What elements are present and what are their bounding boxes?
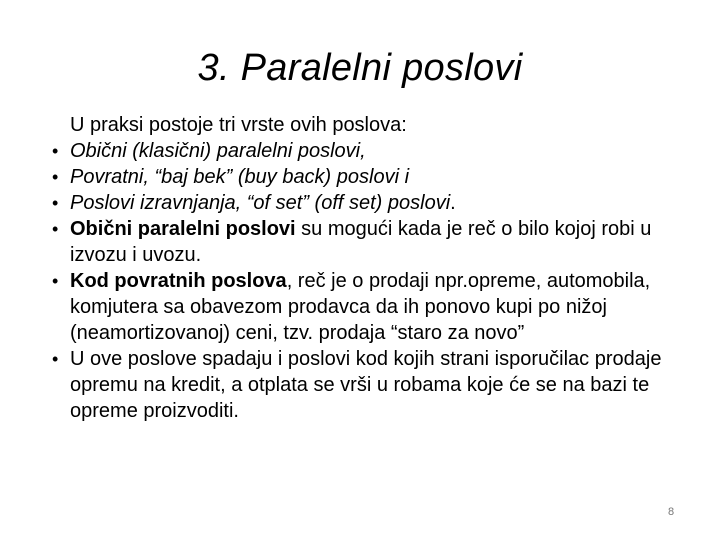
bullet-item-text: U ove poslove spadaju i poslovi kod kojih strani isporučilac prodaje opremu na kredit, a otplata se vrši u robama koje će se na bazi te opreme proizvoditi. bbox=[70, 348, 662, 422]
bullet-icon: • bbox=[52, 141, 59, 161]
bullet-item-2 bbox=[52, 164, 688, 190]
bullet-icon: • bbox=[52, 349, 59, 369]
bullet-item-text: Obični (klasični) paralelni poslovi, bbox=[70, 140, 366, 162]
bullet-item-4 bbox=[52, 216, 688, 268]
slide-content bbox=[52, 112, 688, 424]
bullet-item-text: Povratni, “baj bek” (buy back) poslovi i bbox=[70, 166, 410, 188]
bullet-icon: • bbox=[52, 271, 59, 291]
intro-text: U praksi postoje tri vrste ovih poslova: bbox=[70, 114, 407, 136]
bullet-item-text: Poslovi izravnjanja, “of set” (off set) poslovi bbox=[70, 192, 451, 214]
bullet-icon: • bbox=[52, 219, 59, 239]
bullet-item-1 bbox=[52, 138, 688, 164]
bullet-icon: • bbox=[52, 167, 59, 187]
bullet-item-lead: Kod povratnih poslova bbox=[70, 270, 287, 292]
bullet-item-5 bbox=[52, 268, 688, 346]
bullet-item-lead: Obični paralelni poslovi bbox=[70, 218, 296, 240]
bullet-item-text: su mogući kada je reč o bilo kojoj robi u izvozu i uvozu. bbox=[70, 218, 652, 266]
bullet-item-trail: . bbox=[450, 192, 456, 214]
bullet-item-text: , reč je o prodaji npr.opreme, automobila, komjutera sa obavezom prodavca da ih ponovo kupi po nižoj (neamortizovanoj) ceni, tzv. prodaja “staro za novo” bbox=[70, 270, 651, 344]
slide-title: 3. Paralelni poslovi bbox=[197, 47, 523, 89]
bullet-item-6 bbox=[52, 346, 688, 424]
bullet-icon: • bbox=[52, 193, 59, 213]
intro-line bbox=[52, 112, 688, 138]
page-number: 8 bbox=[668, 506, 675, 518]
bullet-item-3 bbox=[52, 190, 688, 216]
